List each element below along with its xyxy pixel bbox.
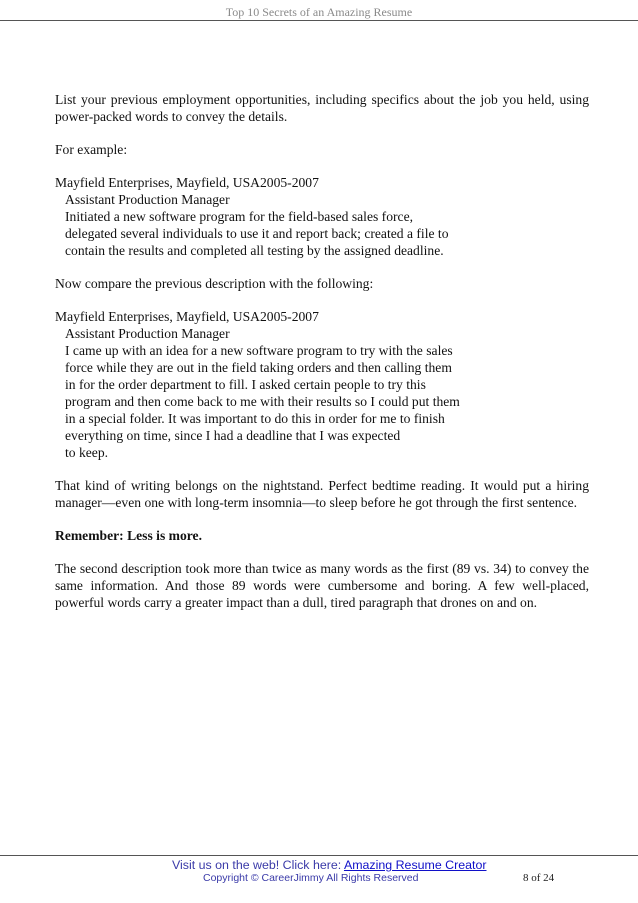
example-2-line: Assistant Production Manager [65,326,230,341]
example-1-line: contain the results and completed all testing by the assigned deadline. [65,243,444,258]
example-1-line: delegated several individuals to use it and report back; created a file to [65,226,449,241]
example-1 [55,174,589,259]
example-2-line: in for the order department to fill. I asked certain people to try this [65,377,426,392]
intro-paragraph: List your previous employment opportunities, including specifics about the job you held, using power-packed words to convey the details. [55,92,589,124]
page-content [55,91,589,627]
example-2-line: force while they are out in the field taking orders and then calling them [65,360,452,375]
example-label: For example: [55,142,128,157]
footer-rule [0,855,638,856]
footer-visit-text: Visit us on the web! Click here: [172,858,344,872]
compare-label: Now compare the previous description with the following: [55,276,374,291]
example-2-line: to keep. [65,445,109,460]
footer-copyright: Copyright © CareerJimmy All Rights Reserved [203,872,419,884]
page-header-title: Top 10 Secrets of an Amazing Resume [225,5,413,19]
example-1-line: Initiated a new software program for the field-based sales force, [65,209,414,224]
amazing-resume-creator-link[interactable]: Amazing Resume Creator [343,858,487,872]
header-rule [0,20,638,21]
example-2-company: Mayfield Enterprises, Mayfield, USA2005-2007 [55,309,319,324]
example-1-company: Mayfield Enterprises, Mayfield, USA2005-2007 [55,175,319,190]
page-number: 8 of 24 [523,872,555,884]
example-2-line: I came up with an idea for a new software program to try with the sales [65,343,453,358]
remember-heading: Remember: Less is more. [55,528,202,543]
footer-visit [172,858,487,872]
nightstand-paragraph: That kind of writing belongs on the nightstand. Perfect bedtime reading. It would put a hiring manager—even one with long-term insomnia—to sleep before he got through the first sentence. [55,478,589,510]
example-1-line: Assistant Production Manager [65,192,230,207]
example-2-line: program and then come back to me with their results so I could put them [65,394,460,409]
example-2 [55,308,589,461]
example-2-line: everything on time, since I had a deadline that I was expected [65,428,401,443]
example-2-line: in a special folder. It was important to do this in order for me to finish [65,411,445,426]
conclusion-paragraph: The second description took more than twice as many words as the first (89 vs. 34) to convey the same information. And those 89 words were cumbersome and boring. A few well-placed, powerful words carry a greater impact than a dull, tired paragraph that drones on and on. [55,561,589,610]
